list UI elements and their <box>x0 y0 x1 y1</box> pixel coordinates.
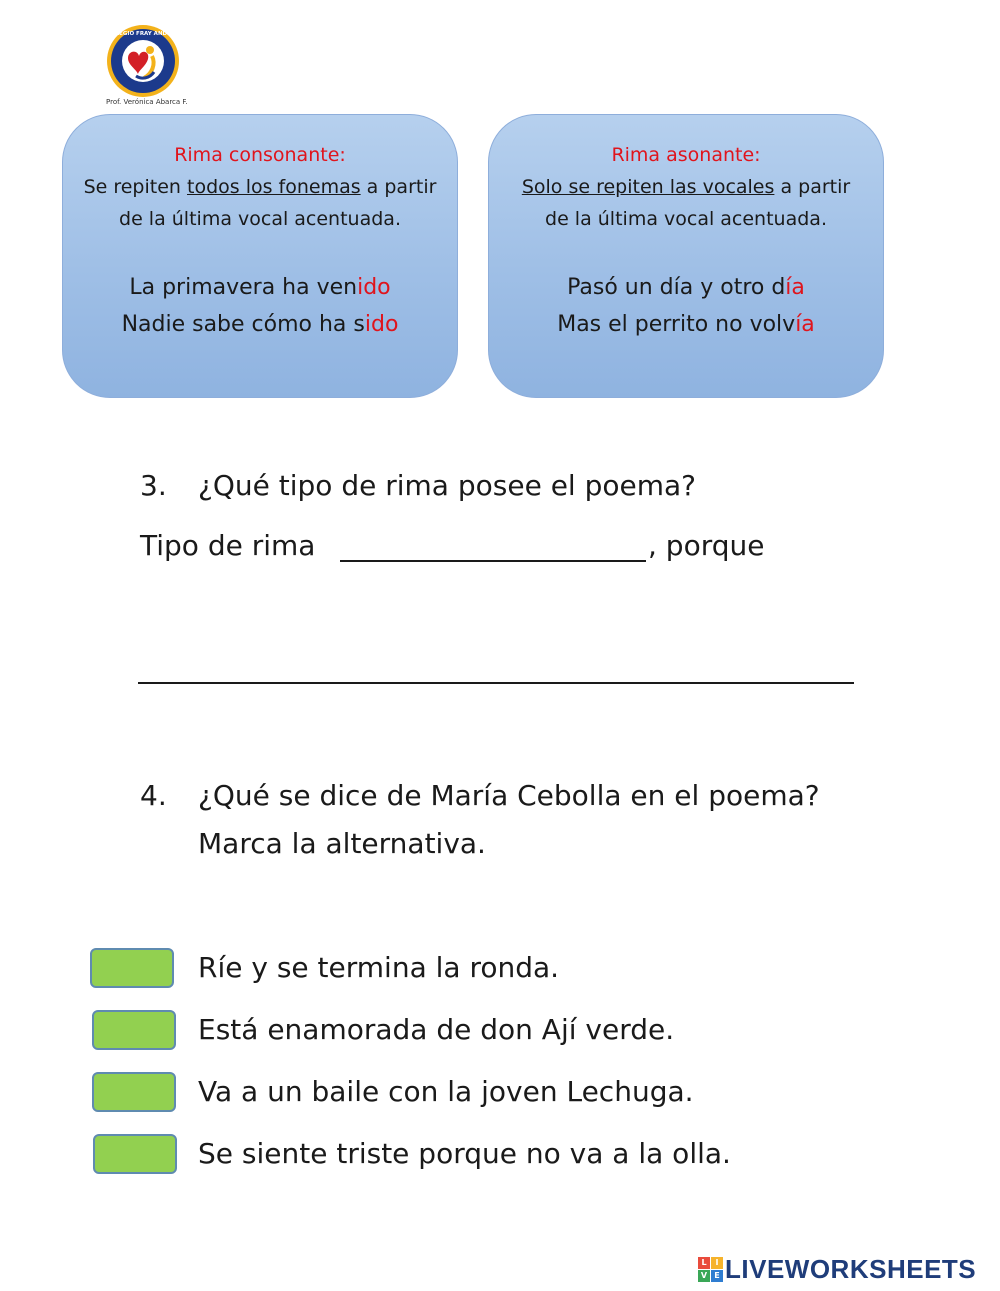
answer-prefix: Tipo de rima <box>140 529 316 562</box>
author-label: Prof. Verónica Abarca F. <box>106 98 188 106</box>
option-checkbox-4[interactable] <box>93 1134 177 1174</box>
question-number: 3. <box>140 469 167 502</box>
option-text-4: Se siente triste porque no va a la olla. <box>198 1137 731 1170</box>
question-text: ¿Qué tipo de rima posee el poema? <box>198 469 697 502</box>
option-checkbox-3[interactable] <box>92 1072 176 1112</box>
card-rima-consonante <box>62 114 458 398</box>
question-instruction: Marca la alternativa. <box>198 827 486 860</box>
option-text-2: Está enamorada de don Ají verde. <box>198 1013 675 1046</box>
rima-type-blank[interactable] <box>340 560 646 562</box>
card-example: La primavera ha venido Nadie sabe cómo ha sido <box>121 275 399 337</box>
card-title: Rima consonante: <box>174 144 346 166</box>
logo-text: COLEGIO FRAY ANDRES <box>106 31 180 37</box>
card-definition: Se repiten todos los fonemas a partir de la última vocal acentuada. <box>83 176 437 230</box>
school-logo <box>106 24 180 98</box>
answer-suffix: , porque <box>648 529 765 562</box>
question-4 <box>140 772 820 860</box>
liveworksheets-brand <box>698 1254 976 1285</box>
card-rima-asonante <box>488 114 884 398</box>
liveworksheets-icon: L I V E <box>698 1257 723 1282</box>
question-number: 4. <box>140 779 167 812</box>
answer-line-rima <box>140 522 315 570</box>
question-3 <box>140 462 697 510</box>
card-title: Rima asonante: <box>611 144 761 166</box>
option-text-3: Va a un baile con la joven Lechuga. <box>198 1075 694 1108</box>
option-checkbox-2[interactable] <box>92 1010 176 1050</box>
brand-text: LIVEWORKSHEETS <box>725 1254 977 1284</box>
card-example: Pasó un día y otro día Mas el perrito no volvía <box>557 275 815 337</box>
option-checkbox-1[interactable] <box>90 948 174 988</box>
option-text-1: Ríe y se termina la ronda. <box>198 951 560 984</box>
question-text: ¿Qué se dice de María Cebolla en el poema? <box>198 779 820 812</box>
explanation-blank[interactable] <box>138 682 854 684</box>
card-definition: Solo se repiten las vocales a partir de la última vocal acentuada. <box>521 176 851 230</box>
